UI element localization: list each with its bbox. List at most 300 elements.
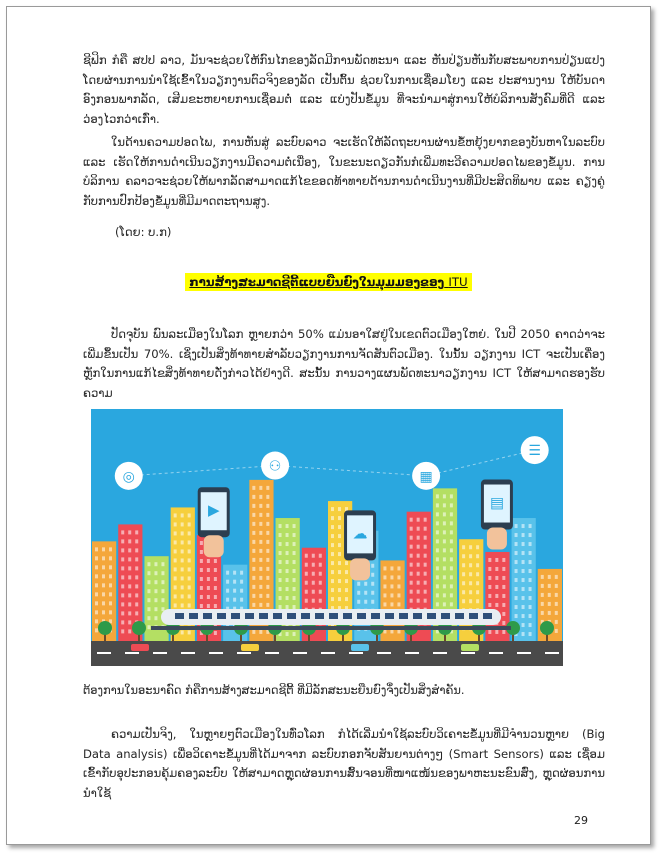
building-window <box>383 584 386 588</box>
building-window <box>476 563 479 567</box>
building-window <box>181 603 184 607</box>
building-window <box>109 574 112 578</box>
building-window <box>121 620 124 624</box>
building-window <box>488 576 491 580</box>
building-window <box>417 527 420 531</box>
building-window <box>266 513 269 517</box>
building-window <box>200 577 203 581</box>
building-window <box>443 521 446 525</box>
building-window <box>436 494 439 498</box>
building-window <box>515 614 518 618</box>
tree <box>132 621 146 635</box>
building-window <box>417 518 420 522</box>
building-window <box>214 595 217 599</box>
building-window <box>515 605 518 609</box>
train-window <box>469 613 478 619</box>
building-window <box>424 536 427 540</box>
building-window <box>188 567 191 571</box>
building-window <box>259 603 262 607</box>
hand <box>204 535 224 557</box>
road-marking <box>125 652 139 654</box>
road-marking <box>461 652 475 654</box>
building-window <box>135 593 138 597</box>
building-window <box>252 495 255 499</box>
road-marking <box>97 652 111 654</box>
car <box>241 644 259 651</box>
train-window <box>357 613 366 619</box>
building-window <box>188 549 191 553</box>
building-window <box>102 583 105 587</box>
building-window <box>515 596 518 600</box>
building-window <box>259 549 262 553</box>
building-window <box>469 590 472 594</box>
phone-cloud-icon: ☁ <box>352 524 368 543</box>
building-window <box>174 603 177 607</box>
building-window <box>200 568 203 572</box>
building-window <box>181 540 184 544</box>
building-window <box>331 570 334 574</box>
building-window <box>286 632 289 636</box>
building-window <box>109 610 112 614</box>
hand <box>487 528 507 550</box>
building-window <box>515 542 518 546</box>
building-window <box>331 543 334 547</box>
building-window <box>128 575 131 579</box>
building-window <box>188 513 191 517</box>
building-window <box>174 567 177 571</box>
building-window <box>331 597 334 601</box>
building-window <box>502 594 505 598</box>
building-window <box>252 585 255 589</box>
building-window <box>522 560 525 564</box>
building-window <box>259 585 262 589</box>
building-window <box>121 548 124 552</box>
building-window <box>488 630 491 634</box>
building-window <box>266 576 269 580</box>
building-window <box>410 536 413 540</box>
building-window <box>410 527 413 531</box>
building-window <box>128 593 131 597</box>
building-window <box>200 541 203 545</box>
building-window <box>522 578 525 582</box>
building-window <box>469 581 472 585</box>
train-window <box>455 613 464 619</box>
building-window <box>410 545 413 549</box>
building-window <box>331 579 334 583</box>
train-window <box>203 613 212 619</box>
building-window <box>450 530 453 534</box>
building-window <box>95 601 98 605</box>
building-window <box>214 586 217 590</box>
building-window <box>469 545 472 549</box>
building-window <box>450 575 453 579</box>
building-window <box>214 604 217 608</box>
building-window <box>417 563 420 567</box>
building-window <box>436 548 439 552</box>
building-window <box>312 590 315 594</box>
building-window <box>397 629 400 633</box>
building-window <box>529 578 532 582</box>
building-window <box>443 539 446 543</box>
building-window <box>522 587 525 591</box>
building-window <box>135 602 138 606</box>
building-window <box>364 582 367 586</box>
building-window <box>522 596 525 600</box>
building-window <box>417 536 420 540</box>
building-window <box>357 600 360 604</box>
building-window <box>502 558 505 562</box>
road-marking <box>237 652 251 654</box>
building-window <box>555 629 558 633</box>
building-window <box>410 581 413 585</box>
building-window <box>128 620 131 624</box>
building-window <box>390 584 393 588</box>
building-window <box>443 593 446 597</box>
building-window <box>252 576 255 580</box>
building-window <box>109 592 112 596</box>
building-window <box>345 597 348 601</box>
building-window <box>443 503 446 507</box>
building-window <box>488 558 491 562</box>
building-window <box>181 513 184 517</box>
building-window <box>515 533 518 537</box>
building-window <box>305 599 308 603</box>
building-window <box>338 534 341 538</box>
train-window <box>329 613 338 619</box>
building-window <box>331 516 334 520</box>
building-window <box>305 572 308 576</box>
building-window <box>279 587 282 591</box>
train-window <box>315 613 324 619</box>
building-window <box>443 575 446 579</box>
paragraph-big-data: ຄວາມເປັນຈິງ, ໃນຫຼາຍໆຕົວເມືອງໃນທົ່ວໂລກ ກໍໄດ້ເລີ່ມນຳໃຊ້ລະບົບວິເຄາະຂໍ້ມູນທີ່ມີຈຳນວນຫຼາຍ (Big Data analysis) ເພື່ອວິເຄາະຂໍ້ມູນທີ່ໄດ້ມາຈາກ ລະບົບກອກຈັບສັນຍານຕ່າງໆ (Smart Sensors) ແລະ ເຊື່ອມເຂົ້າກັບອຸປະກອນຄຸ້ມຄອງລະບົບ ໃຫ້ສາມາດຫຼຸດຜ່ອນການສົ້ນຈອນທີ່ໜາແໜ້ນຂອງພາຫະນະຂົນສົ່ງ, ຫຼຸດຜ່ອນການນຳໃຊ້ <box>83 727 605 800</box>
building-window <box>357 582 360 586</box>
building-window <box>555 620 558 624</box>
building-window <box>188 531 191 535</box>
building-window <box>338 588 341 592</box>
building-window <box>383 602 386 606</box>
building-window <box>555 602 558 606</box>
building-window <box>293 587 296 591</box>
road-marking <box>209 652 223 654</box>
building-window <box>417 590 420 594</box>
building-window <box>147 571 150 575</box>
building-window <box>305 581 308 585</box>
building-window <box>476 554 479 558</box>
building-window <box>410 572 413 576</box>
train-window <box>441 613 450 619</box>
building-window <box>286 578 289 582</box>
building-window <box>529 587 532 591</box>
building-window <box>128 584 131 588</box>
building-window <box>515 551 518 555</box>
building-window <box>548 575 551 579</box>
building-window <box>371 591 374 595</box>
smart-city-graphic <box>91 409 563 666</box>
building-window <box>345 588 348 592</box>
train-window <box>175 613 184 619</box>
building-window <box>188 603 191 607</box>
building-window <box>502 603 505 607</box>
building-window <box>279 542 282 546</box>
building-window <box>147 598 150 602</box>
train-window <box>399 613 408 619</box>
building-window <box>443 548 446 552</box>
road-marking <box>265 652 279 654</box>
section-heading-wrapper <box>7 271 650 291</box>
building-window <box>121 575 124 579</box>
building-window <box>154 616 157 620</box>
train-window <box>301 613 310 619</box>
train-window <box>217 613 226 619</box>
building-window <box>252 522 255 526</box>
building-window <box>476 545 479 549</box>
building-window <box>424 554 427 558</box>
building-window <box>181 558 184 562</box>
building-window <box>252 540 255 544</box>
building-window <box>293 560 296 564</box>
building-window <box>424 518 427 522</box>
building-window <box>345 579 348 583</box>
building-window <box>147 616 150 620</box>
building-window <box>319 581 322 585</box>
building-window <box>529 533 532 537</box>
building-window <box>293 596 296 600</box>
building-window <box>188 630 191 634</box>
building-window <box>188 540 191 544</box>
building-window <box>462 554 465 558</box>
building-window <box>174 513 177 517</box>
building-window <box>279 533 282 537</box>
building-window <box>338 597 341 601</box>
road-marking <box>377 652 391 654</box>
building-window <box>495 630 498 634</box>
building-window <box>462 572 465 576</box>
building-window <box>397 584 400 588</box>
building-window <box>259 576 262 580</box>
building-window <box>312 581 315 585</box>
building-window <box>529 560 532 564</box>
road-marking <box>349 652 363 654</box>
building-window <box>279 605 282 609</box>
building-window <box>121 584 124 588</box>
building-window <box>252 603 255 607</box>
building-window <box>128 611 131 615</box>
building-window <box>390 575 393 579</box>
building-window <box>502 567 505 571</box>
server-icon: ☰ <box>528 443 541 460</box>
building-window <box>529 551 532 555</box>
building-window <box>312 572 315 576</box>
section-heading-text: ການສ້າງສະມາດຊີຕີ້ແບບຍືນຍົງໃນມຸມມອງຂອງ <box>189 275 445 289</box>
building-window <box>515 569 518 573</box>
building-window <box>331 525 334 529</box>
road-marking <box>321 652 335 654</box>
building-window <box>279 560 282 564</box>
building-window <box>109 565 112 569</box>
building-window <box>147 607 150 611</box>
building-window <box>450 512 453 516</box>
building-window <box>293 551 296 555</box>
building-window <box>338 543 341 547</box>
train-window <box>189 613 198 619</box>
building-window <box>476 581 479 585</box>
building-window <box>555 575 558 579</box>
building-window <box>181 594 184 598</box>
building-window <box>181 576 184 580</box>
train-window <box>385 613 394 619</box>
building-window <box>469 554 472 558</box>
building-window <box>417 581 420 585</box>
building-window <box>541 593 544 597</box>
building-window <box>147 625 150 629</box>
building-window <box>286 596 289 600</box>
building-window <box>188 594 191 598</box>
building-window <box>188 558 191 562</box>
train-rail <box>151 626 511 630</box>
building-window <box>529 542 532 546</box>
building-window <box>338 507 341 511</box>
building-window <box>188 522 191 526</box>
building-window <box>450 503 453 507</box>
building-window <box>529 524 532 528</box>
tree <box>98 621 112 635</box>
building-window <box>522 632 525 636</box>
building-window <box>312 599 315 603</box>
building-window <box>121 539 124 543</box>
building-window <box>266 540 269 544</box>
building-window <box>293 569 296 573</box>
building-window <box>502 576 505 580</box>
building-window <box>200 559 203 563</box>
building-window <box>450 539 453 543</box>
building-window <box>135 539 138 543</box>
road-marking <box>153 652 167 654</box>
building-window <box>259 504 262 508</box>
building-window <box>305 590 308 594</box>
building-window <box>436 575 439 579</box>
building-window <box>266 495 269 499</box>
building-window <box>390 629 393 633</box>
building-window <box>541 602 544 606</box>
building-window <box>495 567 498 571</box>
building-window <box>154 607 157 611</box>
building-window <box>450 584 453 588</box>
building-window <box>469 572 472 576</box>
building-window <box>305 563 308 567</box>
building-window <box>121 557 124 561</box>
building-window <box>128 566 131 570</box>
building-window <box>502 621 505 625</box>
building-window <box>121 530 124 534</box>
building-window <box>338 552 341 556</box>
building-window <box>259 486 262 490</box>
building-window <box>252 549 255 553</box>
building-window <box>364 591 367 595</box>
building-window <box>450 602 453 606</box>
building-window <box>286 542 289 546</box>
building-window <box>109 556 112 560</box>
building-window <box>522 551 525 555</box>
building-window <box>462 581 465 585</box>
building-window <box>259 558 262 562</box>
phone-chart-icon: ▤ <box>489 493 505 512</box>
building-window <box>338 561 341 565</box>
building-window <box>488 594 491 598</box>
building-window <box>410 599 413 603</box>
building-window <box>174 531 177 535</box>
building-window <box>469 599 472 603</box>
building-window <box>476 590 479 594</box>
building-window <box>135 548 138 552</box>
smart-city-illustration <box>91 409 563 666</box>
building-window <box>417 554 420 558</box>
building-window <box>109 583 112 587</box>
globe-icon: ◎ <box>122 468 135 485</box>
building-window <box>128 548 131 552</box>
building-window <box>102 547 105 551</box>
building-window <box>293 533 296 537</box>
building-window <box>121 593 124 597</box>
building-window <box>417 572 420 576</box>
building-window <box>226 598 229 602</box>
building-window <box>279 569 282 573</box>
building-window <box>555 611 558 615</box>
building-window <box>424 599 427 603</box>
building-window <box>161 589 164 593</box>
building-window <box>436 602 439 606</box>
building-window <box>286 560 289 564</box>
page-number: 29 <box>574 814 588 827</box>
building-window <box>555 584 558 588</box>
building-window <box>548 584 551 588</box>
building-window <box>233 571 236 575</box>
building-window <box>200 586 203 590</box>
building-window <box>266 585 269 589</box>
building-window <box>488 585 491 589</box>
building-window <box>345 570 348 574</box>
building-window <box>135 611 138 615</box>
building-window <box>207 586 210 590</box>
building-window <box>174 576 177 580</box>
building-window <box>293 578 296 582</box>
building-window <box>319 554 322 558</box>
building-window <box>135 530 138 534</box>
building-window <box>95 583 98 587</box>
building-window <box>135 584 138 588</box>
building-window <box>495 558 498 562</box>
building-window <box>259 567 262 571</box>
building-window <box>522 614 525 618</box>
building-window <box>331 561 334 565</box>
building-window <box>95 547 98 551</box>
network-line <box>129 466 275 476</box>
building-window <box>266 531 269 535</box>
road-marking <box>433 652 447 654</box>
building-window <box>488 567 491 571</box>
train-window <box>483 613 492 619</box>
building-window <box>200 604 203 608</box>
road-marking <box>517 652 531 654</box>
building-window <box>529 569 532 573</box>
building-window <box>443 602 446 606</box>
building-window <box>279 578 282 582</box>
building-window <box>128 557 131 561</box>
building-window <box>207 577 210 581</box>
phone-video-icon: ▶ <box>207 501 220 520</box>
building-window <box>174 558 177 562</box>
building-window <box>207 568 210 572</box>
